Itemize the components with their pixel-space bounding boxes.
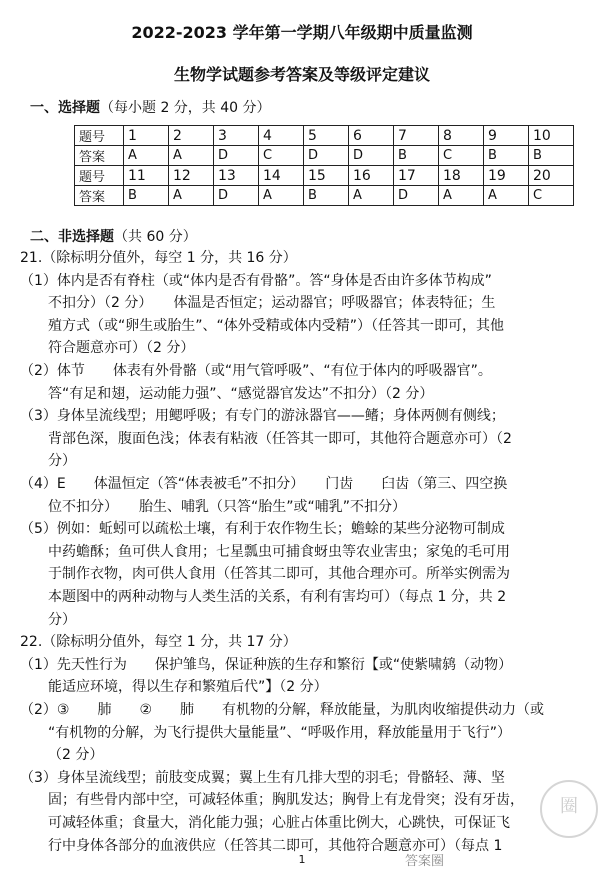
answer-line: （3）身体呈流线型；前肢变成翼；翼上生有几排大型的羽毛；骨骼轻、薄、坚 (20, 770, 505, 786)
table-cell: 15 (304, 166, 349, 186)
answer-line: 位不扣分） 胎生、哺乳（只答“胎生”或“哺乳”不扣分） (48, 499, 407, 515)
answer-line: （2）体节 体表有外骨骼（或“用气管呼吸”、“有位于体内的呼吸器官”。 (20, 363, 492, 379)
answer-line: 21.（除标明分值外，每空 1 分，共 16 分） (20, 250, 297, 266)
table-cell: 1 (124, 126, 169, 146)
answer-line: 22.（除标明分值外，每空 1 分，共 17 分） (20, 634, 297, 650)
table-cell: A (484, 186, 529, 206)
table-header-cell: 题号 (75, 166, 124, 186)
table-cell: 4 (259, 126, 304, 146)
table-cell: B (304, 186, 349, 206)
answer-line: 行中身体各部分的血液供应（任答其二即可，其他符合题意亦可）（每点 1 (48, 838, 503, 854)
answer-line: （1）先天性行为 保护雏鸟，保证种族的生存和繁衍【或“使紫啸鸫（动物） (20, 657, 513, 673)
table-cell: 9 (484, 126, 529, 146)
table-row (75, 146, 574, 166)
answer-line: （1）体内是否有脊柱（或“体内是否有骨骼”。答“身体是否由许多体节构成” (20, 273, 492, 289)
table-cell: A (259, 186, 304, 206)
table-cell: 3 (214, 126, 259, 146)
table-cell: B (124, 186, 169, 206)
table-cell: 13 (214, 166, 259, 186)
watermark-seal: 圈 (540, 780, 598, 838)
answer-line: （5）例如：蚯蚓可以疏松土壤，有利于农作物生长；蟾蜍的某些分泌物可制成 (20, 521, 505, 537)
table-cell: 19 (484, 166, 529, 186)
table-cell: 8 (439, 126, 484, 146)
table-cell: C (439, 146, 484, 166)
answer-line: （3）身体呈流线型；用鳃呼吸；有专门的游泳器官——鳍；身体两侧有侧线； (20, 408, 505, 424)
answer-table (74, 125, 574, 206)
answer-line: 能适应环境，得以生存和繁殖后代”】（2 分） (48, 679, 328, 695)
document-title: 2022-2023 学年第一学期八年级期中质量监测 (131, 23, 473, 42)
table-cell: 11 (124, 166, 169, 186)
section-choice-label: 一、选择题 (30, 100, 100, 116)
section-choice-heading (30, 97, 271, 117)
table-row (75, 186, 574, 206)
table-row (75, 166, 574, 186)
table-cell: D (214, 186, 259, 206)
table-cell: D (349, 146, 394, 166)
table-cell: C (259, 146, 304, 166)
table-cell: 7 (394, 126, 439, 146)
document-subtitle: 生物学试题参考答案及等级评定建议 (173, 65, 430, 84)
table-cell: 12 (169, 166, 214, 186)
answer-line: 不扣分）（2 分） 体温是否恒定；运动器官；呼吸器官；体表特征；生 (48, 295, 496, 311)
table-cell: D (214, 146, 259, 166)
answer-line: （4）E 体温恒定（答“体表被毛”不扣分） 门齿 臼齿（第三、四空换 (20, 476, 508, 492)
watermark-text: 答案圈 (405, 854, 445, 869)
answer-line: 答“有足和翅，运动能力强”、“感觉器官发达”不扣分）（2 分） (48, 386, 434, 402)
table-header-cell: 答案 (75, 186, 124, 206)
table-cell: B (394, 146, 439, 166)
section-nonchoice-label: 二、非选择题 (30, 229, 114, 245)
table-cell: D (394, 186, 439, 206)
table-cell: 16 (349, 166, 394, 186)
answer-line: 于制作衣物，肉可供人食用（任答其二即可，其他合理亦可。所举实例需为 (48, 566, 510, 582)
table-cell: 5 (304, 126, 349, 146)
section-choice-note: （每小题 2 分，共 40 分） (100, 100, 271, 116)
table-cell: B (484, 146, 529, 166)
table-row (75, 126, 574, 146)
answer-line: （2）③ 肺 ② 肺 有机物的分解，释放能量，为肌肉收缩提供动力（或 (20, 702, 545, 718)
section-nonchoice-note: （共 60 分） (114, 229, 197, 245)
answer-line: 符合题意亦可）（2 分） (48, 340, 195, 356)
table-cell: A (169, 186, 214, 206)
answer-line: 固；有些骨内部中空，可减轻体重；胸肌发达；胸骨上有龙骨突；没有牙齿， (48, 792, 524, 808)
answer-line: （2 分） (48, 747, 104, 763)
table-cell: A (349, 186, 394, 206)
table-cell: B (529, 146, 574, 166)
answer-line: 本题图中的两种动物与人类生活的关系，有利有害均可）（每点 1 分，共 2 (48, 589, 507, 605)
answer-line: “有机物的分解，为飞行提供大量能量”、“呼吸作用，释放能量用于飞行”） (48, 725, 512, 741)
page-number: 1 (298, 853, 306, 866)
table-cell: 10 (529, 126, 574, 146)
table-header-cell: 答案 (75, 146, 124, 166)
table-header-cell: 题号 (75, 126, 124, 146)
table-cell: 6 (349, 126, 394, 146)
table-cell: 17 (394, 166, 439, 186)
answer-line: 分） (48, 612, 76, 628)
answer-line: 殖方式（或“卵生或胎生”、“体外受精或体内受精”）（任答其一即可，其他 (48, 318, 505, 334)
answer-line: 背部色深，腹面色浅；体表有粘液（任答其一即可，其他符合题意亦可）（2 (48, 431, 512, 447)
answer-line: 分） (48, 453, 76, 469)
answer-line: 可减轻体重；食量大，消化能力强；心脏占体重比例大，心跳快，可保证飞 (48, 815, 510, 831)
table-cell: A (169, 146, 214, 166)
table-cell: A (439, 186, 484, 206)
table-cell: 14 (259, 166, 304, 186)
table-cell: 20 (529, 166, 574, 186)
answer-line: 中药蟾酥；鱼可供人食用；七星瓢虫可捕食蚜虫等农业害虫；家兔的毛可用 (48, 544, 510, 560)
table-cell: C (529, 186, 574, 206)
table-cell: 18 (439, 166, 484, 186)
table-cell: 2 (169, 126, 214, 146)
table-cell: A (124, 146, 169, 166)
table-cell: D (304, 146, 349, 166)
section-nonchoice-heading (30, 226, 197, 246)
